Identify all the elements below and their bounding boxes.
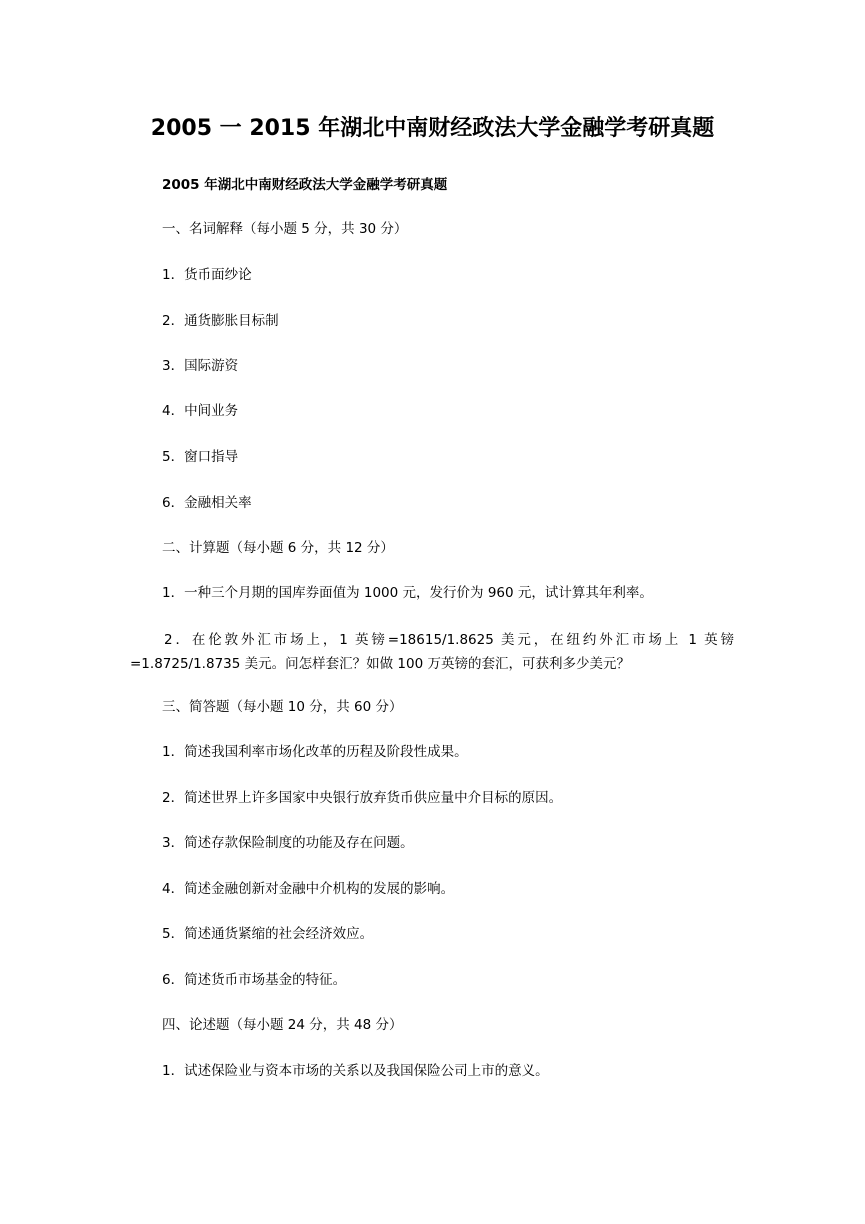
section-heading-short-answer: 三、简答题（每小题 10 分，共 60 分） <box>162 699 403 715</box>
question-item: 1．试述保险业与资本市场的关系以及我国保险公司上市的意义。 <box>162 1063 549 1079</box>
question-item-long <box>130 628 734 676</box>
question-item: 5．简述通货紧缩的社会经济效应。 <box>162 926 374 942</box>
question-item: 1．简述我国利率市场化改革的历程及阶段性成果。 <box>162 744 468 760</box>
question-item: 1．货币面纱论 <box>162 267 252 283</box>
question-item: 5．窗口指导 <box>162 449 239 465</box>
section-heading-calculation: 二、计算题（每小题 6 分，共 12 分） <box>162 540 394 556</box>
question-item: 3．国际游资 <box>162 358 239 374</box>
section-heading-terms: 一、名词解释（每小题 5 分，共 30 分） <box>162 221 408 237</box>
question-item: 2．通货膨胀目标制 <box>162 313 279 329</box>
page-title: 2005 一 2015 年湖北中南财经政法大学金融学考研真题 <box>150 116 715 141</box>
question-item: 6．简述货币市场基金的特征。 <box>162 972 347 988</box>
question-item: 3．简述存款保险制度的功能及存在问题。 <box>162 835 414 851</box>
exam-year-heading: 2005 年湖北中南财经政法大学金融学考研真题 <box>162 177 448 193</box>
question-item: 2．简述世界上许多国家中央银行放弃货币供应量中介目标的原因。 <box>162 790 563 806</box>
question-item: 6．金融相关率 <box>162 495 252 511</box>
question-item: 4．简述金融创新对金融中介机构的发展的影响。 <box>162 881 455 897</box>
section-heading-essay: 四、论述题（每小题 24 分，共 48 分） <box>162 1017 403 1033</box>
question-item: 1．一种三个月期的国库券面值为 1000 元，发行价为 960 元，试计算其年利率。 <box>162 585 653 601</box>
question-item: 4．中间业务 <box>162 403 239 419</box>
question-line-2: =1.8725/1.8735 美元。问怎样套汇？如做 100 万英镑的套汇，可获利多少美元？ <box>130 656 630 672</box>
question-line-1: 2．在伦敦外汇市场上，1 英镑=18615/1.8625 美元，在纽约外汇市场上 1 英镑 <box>164 632 734 648</box>
